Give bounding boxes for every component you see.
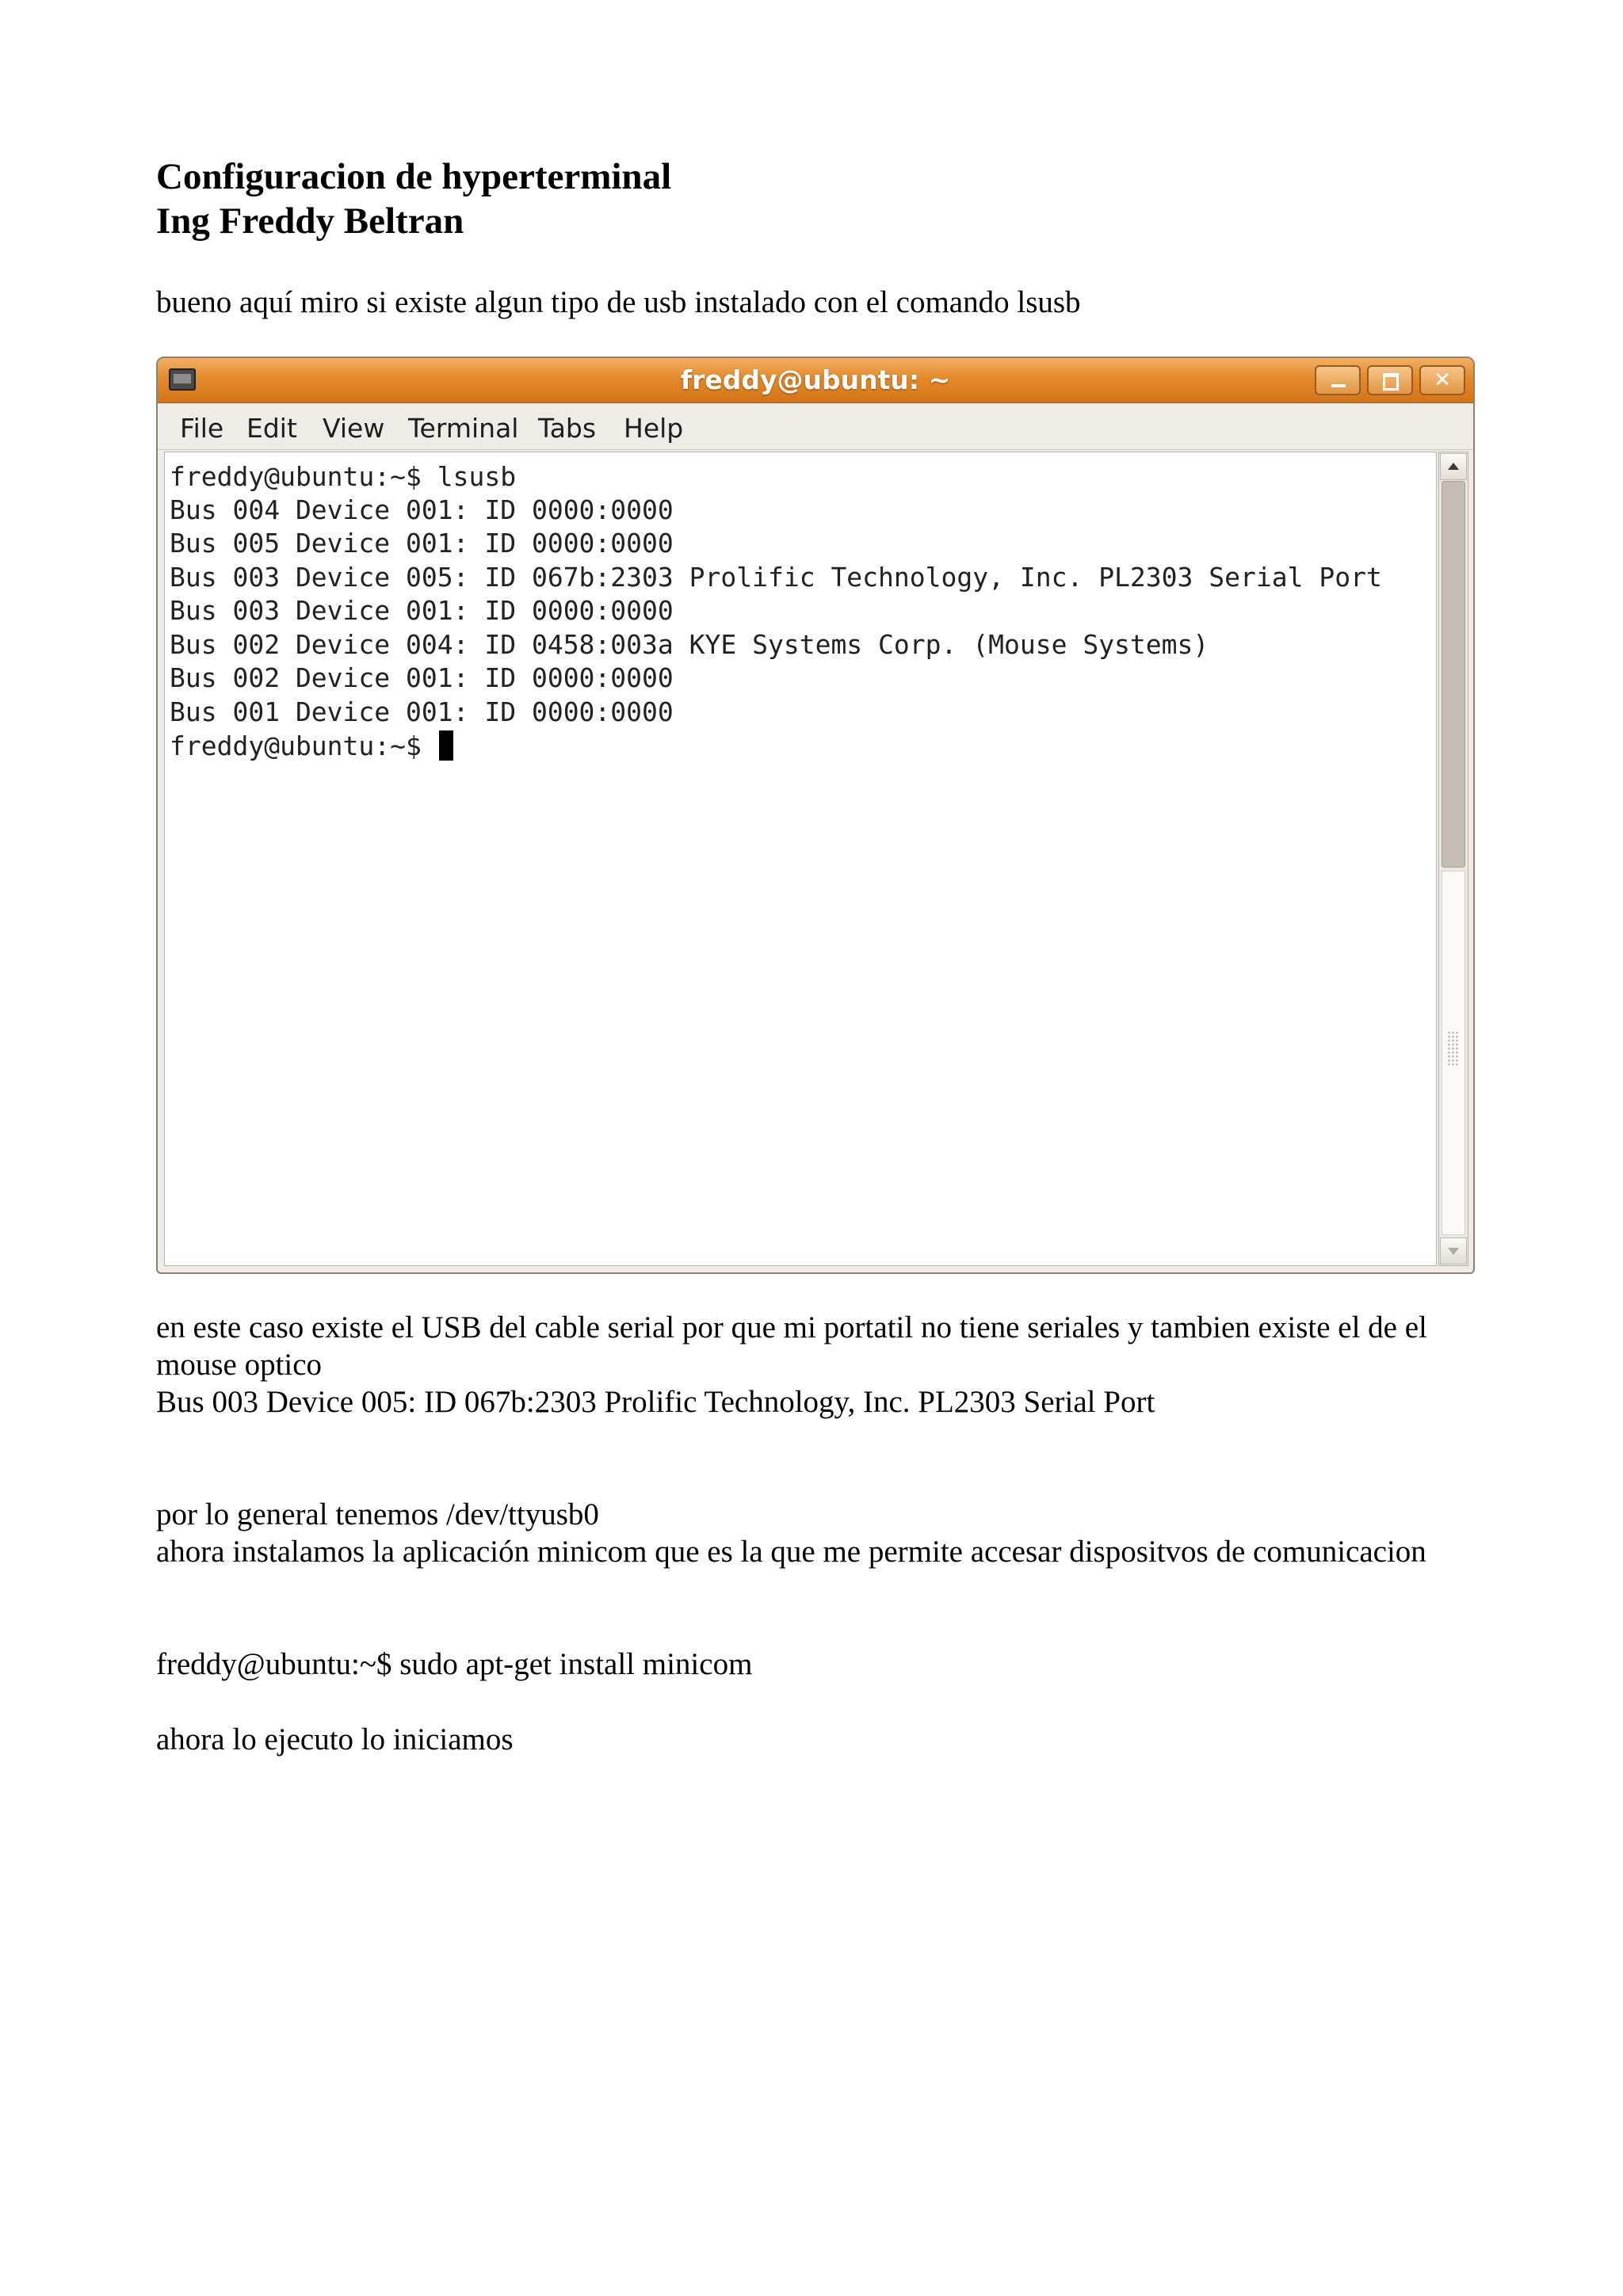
- terminal-line: Bus 002 Device 001: ID 0000:0000: [170, 662, 674, 693]
- terminal-prompt-line: [170, 730, 453, 763]
- terminal-line: Bus 001 Device 001: ID 0000:0000: [170, 696, 674, 727]
- document-title: [156, 154, 671, 243]
- menu-file[interactable]: File: [180, 413, 224, 444]
- window-title: freddy@ubuntu: ~: [680, 364, 951, 395]
- scroll-up-arrow-icon[interactable]: [1440, 453, 1467, 480]
- run-note-paragraph: ahora lo ejecuto lo iniciamos: [156, 1722, 514, 1756]
- minimize-icon: [1316, 367, 1359, 394]
- install-note-paragraph: ahora instalamos la aplicación minicom que es la que me permite accesar dispositvos de comunicacion: [156, 1535, 1426, 1569]
- terminal-line: Bus 003 Device 005: ID 067b:2303 Prolific Technology, Inc. PL2303 Serial Port: [170, 562, 1382, 593]
- menu-edit[interactable]: Edit: [246, 413, 297, 444]
- terminal-line: freddy@ubuntu:~$ lsusb: [170, 461, 517, 492]
- terminal-window-screenshot: [156, 357, 1475, 1274]
- intro-paragraph: bueno aquí miro si existe algun tipo de usb instalado con el comando lsusb: [156, 285, 1081, 319]
- scroll-down-arrow-icon[interactable]: [1440, 1238, 1467, 1264]
- bus-line-paragraph: Bus 003 Device 005: ID 067b:2303 Prolific Technology, Inc. PL2303 Serial Port: [156, 1385, 1155, 1419]
- terminal-line: Bus 002 Device 004: ID 0458:003a KYE Systems Corp. (Mouse Systems): [170, 629, 1209, 660]
- terminal-menubar: [158, 403, 1473, 450]
- resize-grip-icon: [1447, 1031, 1458, 1066]
- menu-terminal[interactable]: Terminal: [408, 413, 519, 444]
- terminal-cursor: [439, 730, 453, 761]
- terminal-line: Bus 004 Device 001: ID 0000:0000: [170, 494, 674, 525]
- terminal-line: Bus 003 Device 001: ID 0000:0000: [170, 595, 674, 626]
- terminal-prompt: freddy@ubuntu:~$: [170, 730, 437, 761]
- explanation-paragraph: en este caso existe el USB del cable serial por que mi portatil no tiene seriales y tambien existe el de el mouse optico: [156, 1310, 1435, 1382]
- close-button[interactable]: [1419, 365, 1465, 395]
- minimize-button[interactable]: [1315, 365, 1361, 395]
- title-line-2: Ing Freddy Beltran: [156, 200, 464, 242]
- general-note-paragraph: por lo general tenemos /dev/ttyusb0: [156, 1497, 599, 1531]
- terminal-titlebar[interactable]: [158, 358, 1473, 403]
- terminal-scrollbar[interactable]: [1438, 452, 1468, 1266]
- menu-tabs[interactable]: Tabs: [538, 413, 597, 444]
- terminal-output[interactable]: [164, 452, 1437, 1266]
- menu-view[interactable]: View: [323, 413, 385, 444]
- maximize-button[interactable]: [1367, 365, 1413, 395]
- maximize-icon: [1369, 367, 1411, 394]
- close-icon: ✕: [1434, 368, 1451, 392]
- scrollbar-thumb[interactable]: [1442, 481, 1465, 868]
- title-line-1: Configuracion de hyperterminal: [156, 156, 672, 197]
- install-command-paragraph: freddy@ubuntu:~$ sudo apt-get install minicom: [156, 1647, 753, 1681]
- terminal-line: Bus 005 Device 001: ID 0000:0000: [170, 528, 674, 559]
- menu-help[interactable]: Help: [624, 413, 684, 444]
